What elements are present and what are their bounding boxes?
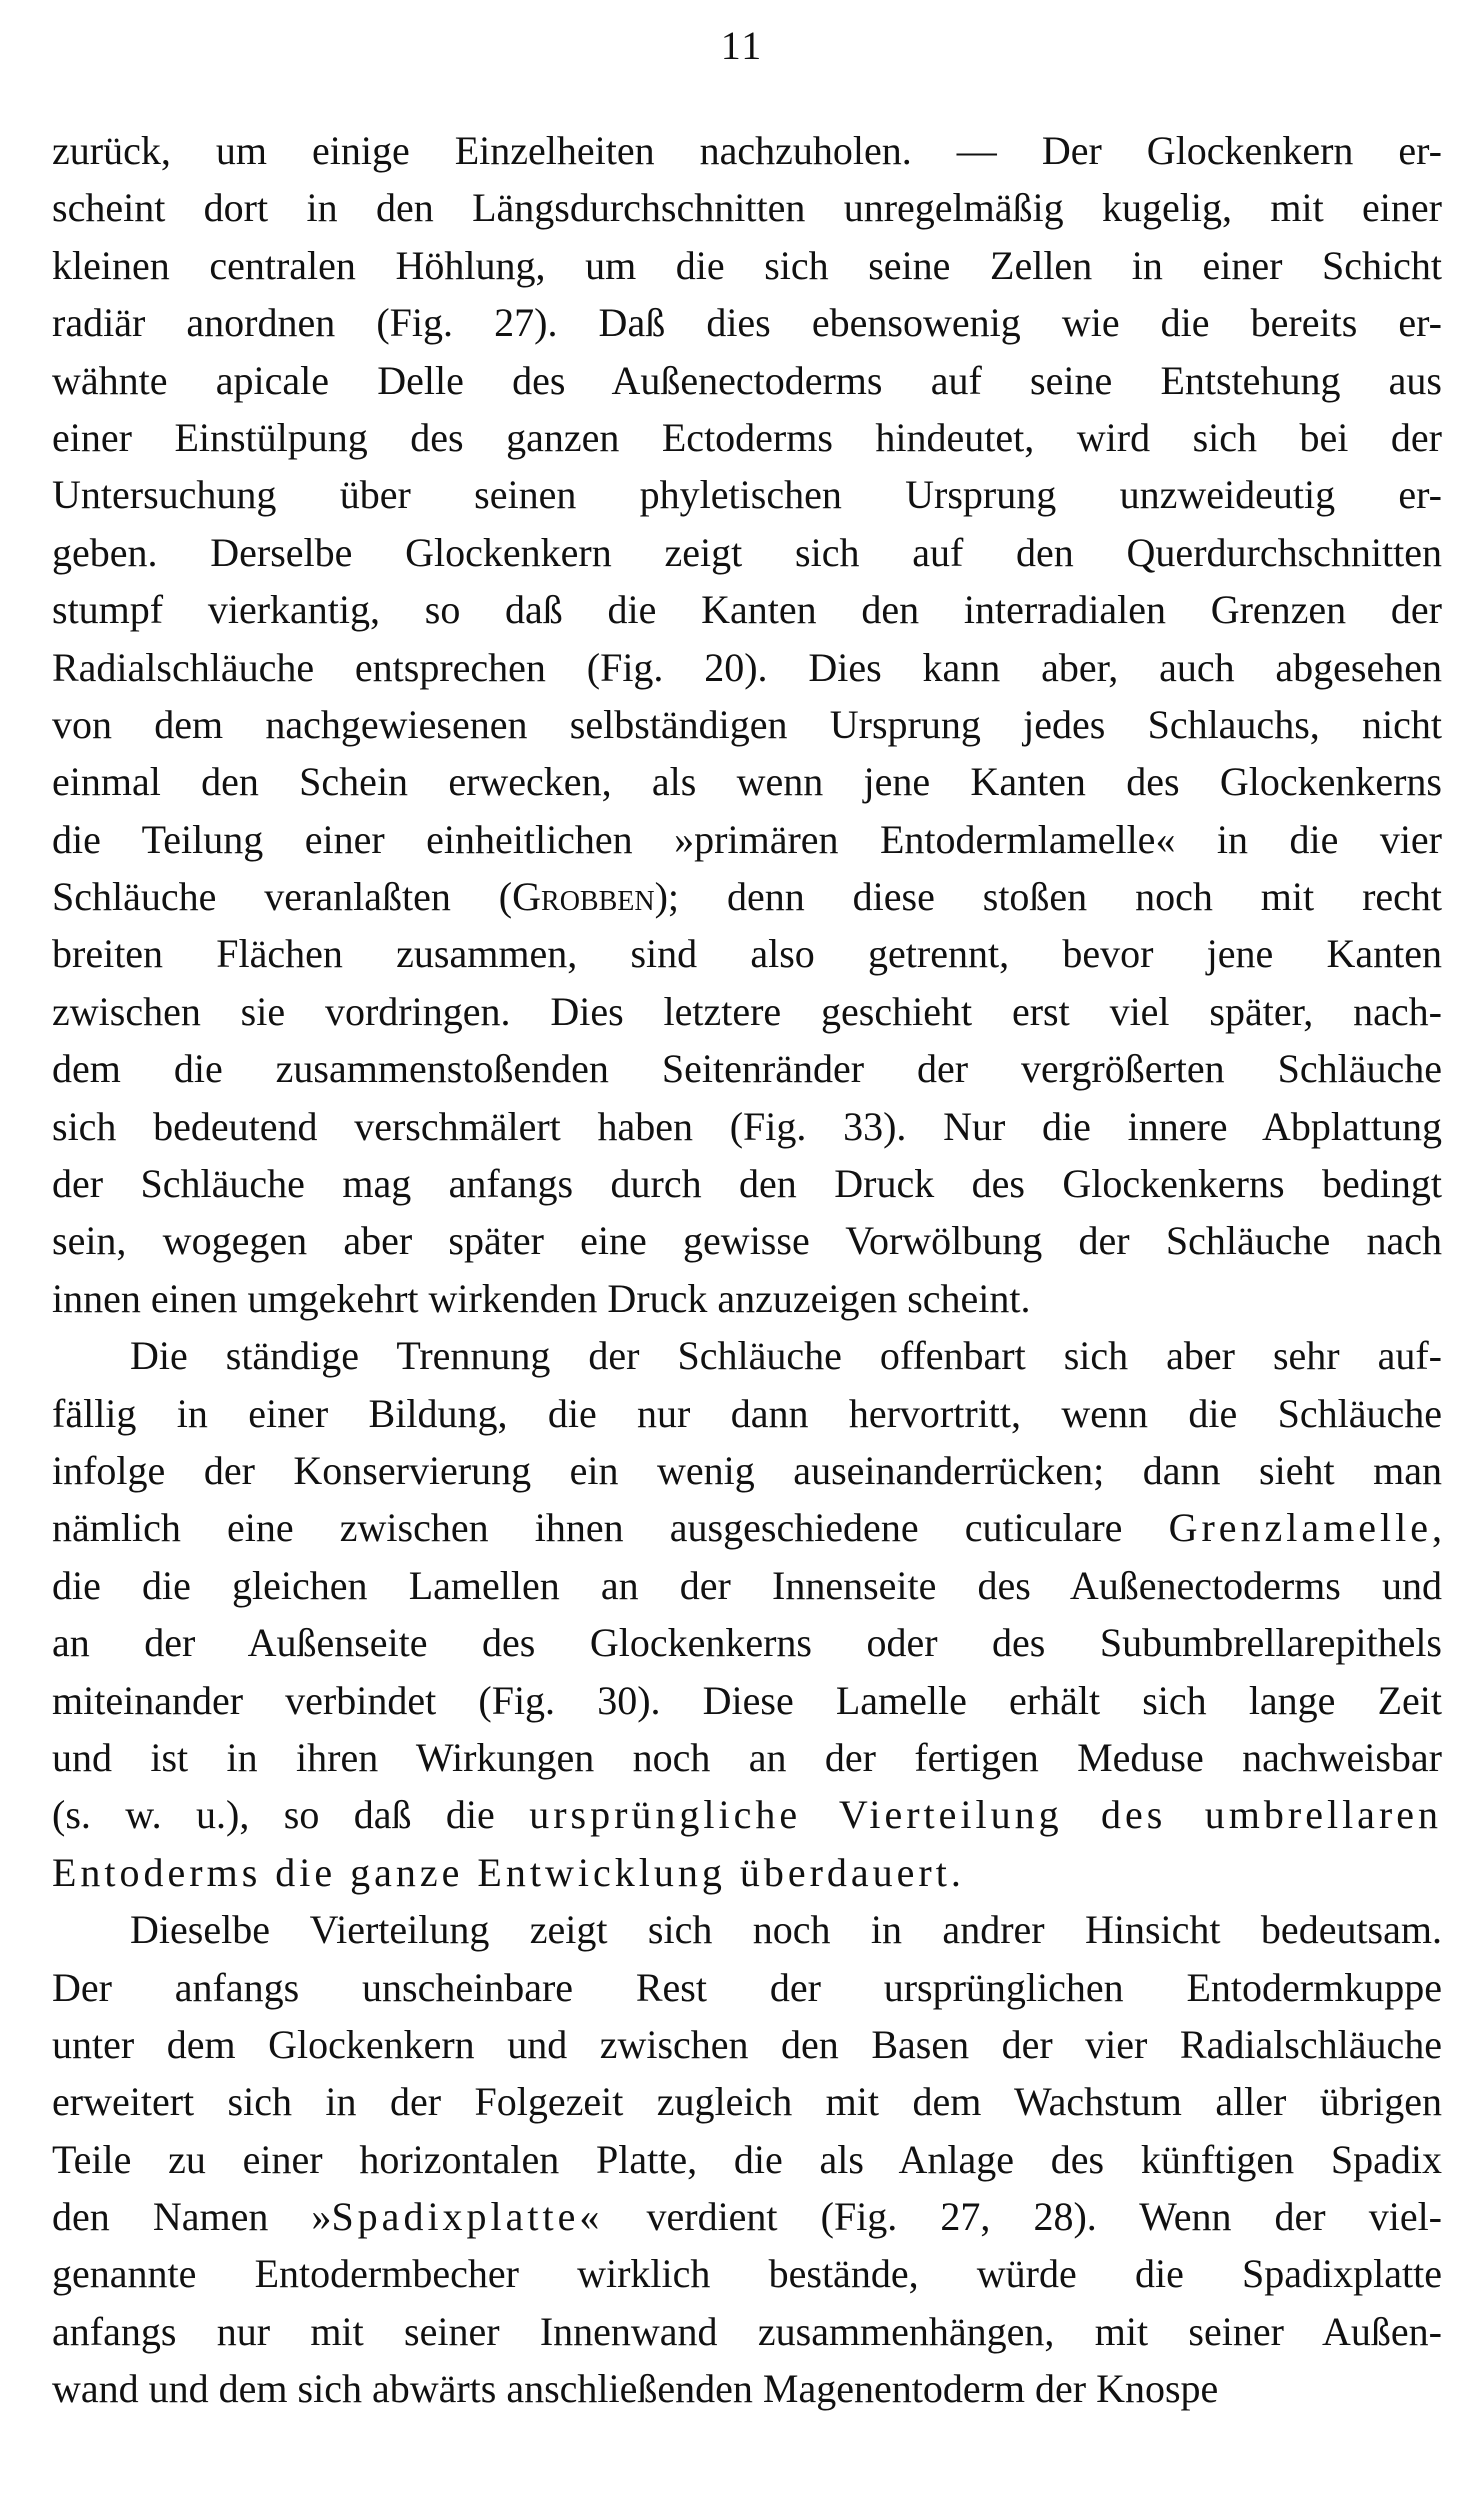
- text-line: den Namen »Spadixplatte« verdient (Fig. 27, 28). Wenn der viel-: [52, 2194, 1443, 2240]
- text-line: Dieselbe Vierteilung zeigt sich noch in andrer Hinsicht bedeutsam.: [130, 1907, 1442, 1953]
- text-line: scheint dort in den Längsdurchschnitten unregelmäßig kugelig, mit einer: [52, 185, 1442, 231]
- emphasis-text: ursprüngliche Vierteilung des umbrellaren: [529, 1792, 1443, 1838]
- page-number: 11: [720, 23, 764, 68]
- text-line: Schläuche veranlaßten (Grobben); denn diese stoßen noch mit recht: [52, 874, 1443, 920]
- text-line: zurück, um einige Einzelheiten nachzuholen. — Der Glockenkern er-: [52, 128, 1442, 173]
- text-line: Teile zu einer horizontalen Platte, die als Anlage des künftigen Spadix: [52, 2136, 1442, 2182]
- paragraph-2: [52, 1327, 1442, 1901]
- text-line: innen einen umgekehrt wirkenden Druck anzuzeigen scheint.: [52, 1275, 1031, 1321]
- text-line: nämlich eine zwischen ihnen ausgeschiedene cuticulare Grenzlamelle,: [52, 1505, 1442, 1551]
- text-line: einmal den Schein erwecken, als wenn jene Kanten des Glockenkerns: [52, 759, 1442, 805]
- emphasis-text: Grobben: [512, 874, 655, 920]
- text-line: zwischen sie vordringen. Dies letztere geschieht erst viel später, nach-: [52, 988, 1442, 1034]
- text-line: unter dem Glockenkern und zwischen den Basen der vier Radialschläuche: [52, 2021, 1442, 2067]
- text-line: (s. w. u.), so daß die ursprüngliche Vierteilung des umbrellaren: [52, 1792, 1443, 1838]
- text-line: Der anfangs unscheinbare Rest der ursprünglichen Entodermkuppe: [52, 1964, 1442, 2010]
- text-line: miteinander verbindet (Fig. 30). Diese Lamelle erhält sich lange Zeit: [52, 1677, 1442, 1723]
- emphasis-text: Grenzlamelle: [1168, 1505, 1432, 1551]
- emphasis-text: Spadixplatte«: [331, 2194, 604, 2240]
- text-line: fällig in einer Bildung, die nur dann hervortritt, wenn die Schläuche: [52, 1390, 1442, 1436]
- text-line: von dem nachgewiesenen selbständigen Ursprung jedes Schlauchs, nicht: [52, 701, 1442, 747]
- text-line: einer Einstülpung des ganzen Ectoderms hindeutet, wird sich bei der: [52, 414, 1442, 460]
- text-line: Untersuchung über seinen phyletischen Ursprung unzweideutig er-: [52, 472, 1442, 518]
- text-line: geben. Derselbe Glockenkern zeigt sich auf den Querdurchschnitten: [52, 529, 1442, 575]
- text-line: erweitert sich in der Folgezeit zugleich mit dem Wachstum aller übrigen: [52, 2079, 1442, 2125]
- text-line: die Teilung einer einheitlichen »primären Entodermlamelle« in die vier: [52, 816, 1442, 862]
- text-line: sich bedeutend verschmälert haben (Fig. 33). Nur die innere Abplattung: [52, 1103, 1442, 1149]
- text-line: Die ständige Trennung der Schläuche offenbart sich aber sehr auf-: [130, 1333, 1442, 1379]
- text-line: infolge der Konservierung ein wenig auseinanderrücken; dann sieht man: [52, 1447, 1442, 1493]
- text-line: die die gleichen Lamellen an der Innenseite des Außenectoderms und: [52, 1562, 1442, 1608]
- text-line: genannte Entodermbecher wirklich bestände, würde die Spadixplatte: [52, 2251, 1442, 2297]
- emphasis-text: Entoderms die ganze Entwicklung überdauert: [52, 1849, 951, 1895]
- text-line: Radialschläuche entsprechen (Fig. 20). Dies kann aber, auch abgesehen: [52, 644, 1442, 690]
- paragraph-3: [52, 1901, 1442, 2418]
- text-line: wähnte apicale Delle des Außenectoderms auf seine Entstehung aus: [52, 357, 1442, 403]
- text-line: radiär anordnen (Fig. 27). Daß dies ebensowenig wie die bereits er-: [52, 300, 1442, 346]
- text-line: stumpf vierkantig, so daß die Kanten den interradialen Grenzen der: [52, 587, 1442, 633]
- text-line: breiten Flächen zusammen, sind also getrennt, bevor jene Kanten: [52, 931, 1442, 977]
- text-line: kleinen centralen Höhlung, um die sich seine Zellen in einer Schicht: [52, 242, 1442, 288]
- text-line: der Schläuche mag anfangs durch den Druck des Glockenkerns bedingt: [52, 1161, 1442, 1207]
- body-text: [52, 122, 1442, 2418]
- text-line: an der Außenseite des Glockenkerns oder des Subumbrellarepithels: [52, 1620, 1442, 1666]
- paragraph-1: [52, 122, 1442, 1327]
- text-line: sein, wogegen aber später eine gewisse Vorwölbung der Schläuche nach: [52, 1218, 1442, 1264]
- text-line: und ist in ihren Wirkungen noch an der fertigen Meduse nachweisbar: [52, 1734, 1442, 1780]
- text-line: wand und dem sich abwärts anschließenden Magenentoderm der Knospe: [52, 2366, 1219, 2412]
- text-line: dem die zusammenstoßenden Seitenränder der vergrößerten Schläuche: [52, 1046, 1442, 1092]
- text-line: Entoderms die ganze Entwicklung überdauert.: [52, 1849, 961, 1895]
- text-line: anfangs nur mit seiner Innenwand zusammenhängen, mit seiner Außen-: [52, 2308, 1442, 2354]
